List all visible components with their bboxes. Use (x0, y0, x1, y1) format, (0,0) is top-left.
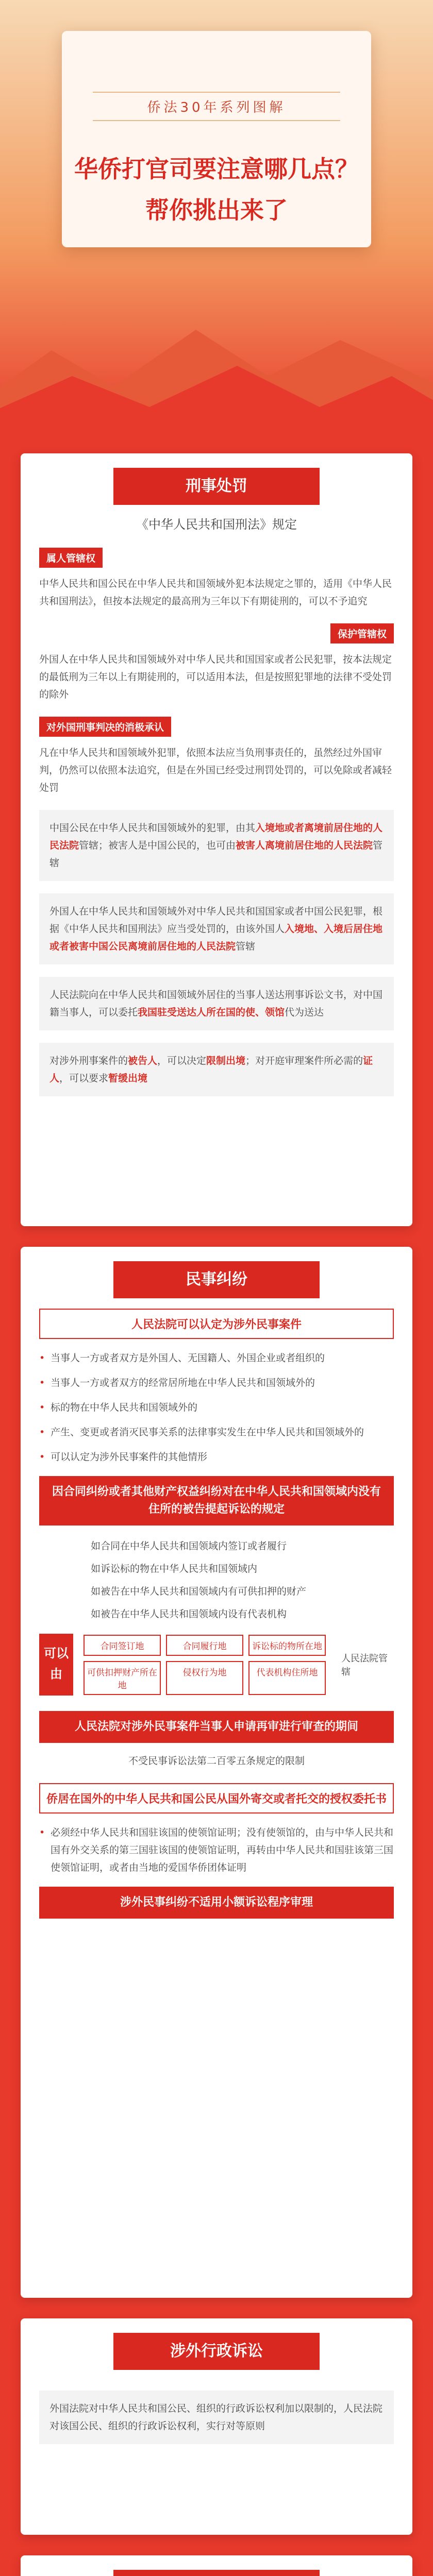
condition-line: 如诉讼标的物在中华人民共和国领域内 (91, 1563, 258, 1574)
condition-line: 如合同在中华人民共和国领域内签订或者履行 (91, 1540, 287, 1552)
civil-redbar-contract: 因合同纠纷或者其他财产权益纠纷对在中华人民共和国领域内没有住所的被告提起诉讼的规定 (39, 1476, 394, 1526)
page-title-line1: 华侨打官司要注意哪几点？ (74, 155, 359, 183)
civil-case-list (39, 1349, 394, 1466)
admin-banner: 涉外行政诉讼 (113, 2333, 320, 2370)
jurisdiction-grid (39, 1634, 394, 1696)
mountain-illustration (0, 289, 433, 443)
para-protective-jurisdiction: 外国人在中华人民共和国领域外对中华人民共和国国家或者公民犯罪，按本法规定的最低刑为三年以上有期徒刑的，可以适用本法，但是按照犯罪地的法律不受处罚的除外 (39, 654, 392, 700)
civil-banner: 民事纠纷 (113, 1261, 320, 1298)
box-citizen-crime: 中国公民在中华人民共和国领域外的犯罪，由其入境地或者离境前居住地的人民法院管辖；被害人是中国公民的，也可由被害人离境前居住地的人民法院管辖 (39, 810, 394, 881)
jurisdiction-cell: 可供扣押财产所在地 (84, 1661, 161, 1695)
list-item: • 可以认定为涉外民事案件的其他情形 (39, 1448, 394, 1466)
arbitration-banner (113, 2570, 320, 2576)
civil-redbar-small-claims: 涉外民事纠纷不适用小额诉讼程序审理 (39, 1887, 394, 1919)
condition-line: 如被告在中华人民共和国领域内设有代表机构 (91, 1608, 287, 1620)
page-title-line2: 帮你挑出来了 (145, 196, 288, 224)
jurisdiction-cell: 合同签订地 (84, 1635, 161, 1656)
list-item: • 产生、变更或者消灭民事关系的法律事实发生在中华人民共和国领域外的 (39, 1423, 394, 1441)
civil-outline-recognize: 人民法院可以认定为涉外民事案件 (39, 1309, 394, 1339)
can-by-label: 可以由 (39, 1634, 73, 1696)
civil-redbar-retrial: 人民法院对涉外民事案件当事人申请再审进行审查的期间 (39, 1711, 394, 1743)
tag-protective-jurisdiction: 保护管辖权 (330, 623, 394, 643)
jurisdiction-cells (84, 1635, 326, 1695)
tag-negative-recognition: 对外国刑事判决的消极承认 (39, 717, 171, 737)
embassy-list (39, 1824, 394, 1876)
admin-para: 外国法院对中华人民共和国公民、组织的行政诉讼权利加以限制的，人民法院对该国公民、组织的行政诉讼权利，实行对等原则 (39, 2391, 394, 2444)
arbitration-panel (21, 2555, 412, 2576)
criminal-banner: 刑事处罚 (113, 468, 320, 505)
condition-line: 如被告在中华人民共和国领域内有可供扣押的财产 (91, 1586, 307, 1597)
list-item: • 当事人一方或者双方是外国人、无国籍人、外国企业或者组织的 (39, 1349, 394, 1367)
list-item: • 标的物在中华人民共和国领域外的 (39, 1399, 394, 1416)
list-item: • 当事人一方或者双方的经常居所地在中华人民共和国领域外的 (39, 1374, 394, 1392)
jurisdiction-cell: 合同履行地 (166, 1635, 243, 1656)
criminal-subtitle: 《中华人民共和国刑法》规定 (136, 517, 297, 532)
civil-conditions (39, 1535, 394, 1625)
civil-outline-power-of-attorney: 侨居在国外的中华人民共和国公民从国外寄交或者托交的授权委托书 (39, 1783, 394, 1814)
list-item: • 必须经中华人民共和国驻该国的使领馆证明；没有使领馆的，由与中华人民共和国有外交关系的第三国驻该国的使领馆证明，再转由中华人民共和国驻该第三国使领馆证明，或者由当地的爱国华侨团体证明 (39, 1824, 394, 1876)
box-exit-restriction: 对涉外刑事案件的被告人，可以决定限制出境；对开庭审理案件所必需的证人，可以要求暂缓出境 (39, 1043, 394, 1096)
criminal-panel (21, 453, 412, 1226)
box-service-of-documents: 人民法院向在中华人民共和国领域外居住的当事人送达刑事诉讼文书，对中国籍当事人，可以委托我国驻受送达人所在国的使、领馆代为送达 (39, 977, 394, 1030)
jurisdiction-cell: 代表机构住所地 (248, 1661, 326, 1695)
civil-retrial-note: 不受民事诉讼法第二百零五条规定的限制 (128, 1755, 305, 1767)
civil-panel (21, 1247, 412, 2298)
court-label: 人民法院管辖 (341, 1653, 388, 1677)
admin-panel (21, 2318, 412, 2535)
hero-section (0, 0, 433, 443)
para-negative-recognition: 凡在中华人民共和国领域外犯罪，依照本法应当负刑事责任的，虽然经过外国审判，仍然可以依照本法追究，但是在外国已经受过刑罚处罚的，可以免除或者减轻处罚 (39, 747, 392, 793)
tag-personal-jurisdiction: 属人管辖权 (39, 548, 103, 568)
series-label: 侨法30年系列图解 (93, 92, 340, 121)
box-foreigner-crime: 外国人在中华人民共和国领域外对中华人民共和国国家或者中国公民犯罪，根据《中华人民共和国刑法》应当受处罚的，由该外国人入境地、入境后居住地或者被害中国公民离境前居住地的人民法院管辖 (39, 893, 394, 964)
jurisdiction-cell: 诉讼标的物所在地 (248, 1635, 326, 1656)
para-personal-jurisdiction: 中华人民共和国公民在中华人民共和国领域外犯本法规定之罪的，适用《中华人民共和国刑法》，但按本法规定的最高刑为三年以下有期徒刑的，可以不予追究 (39, 578, 392, 607)
jurisdiction-cell: 侵权行为地 (166, 1661, 243, 1695)
